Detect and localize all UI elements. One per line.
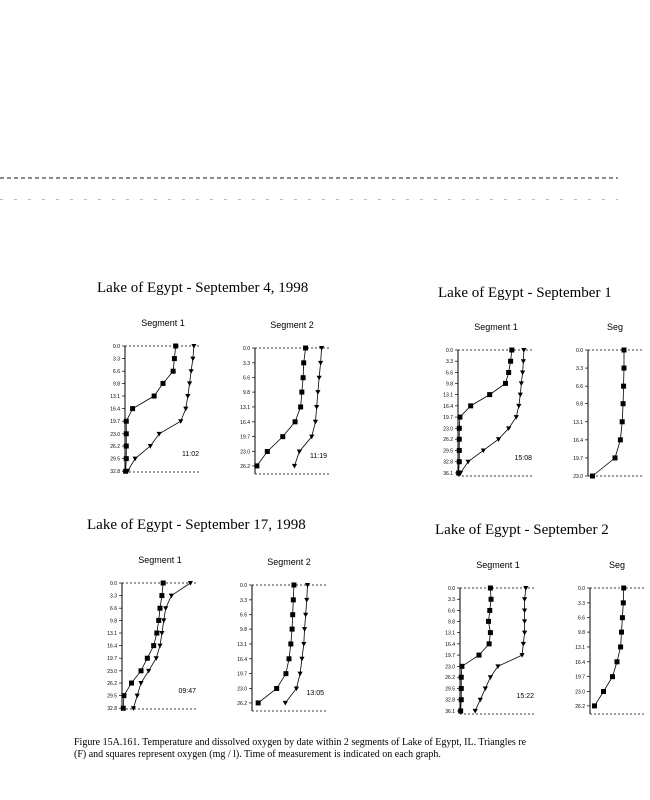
segment-title: Segment 1	[474, 322, 518, 332]
depth-tick-label: 16.4	[573, 437, 583, 444]
oxygen-point	[124, 431, 129, 436]
depth-tick-label: 23.0	[107, 668, 117, 675]
oxygen-point	[487, 392, 492, 397]
depth-tick-label: 29.5	[443, 448, 453, 455]
oxygen-point	[301, 375, 306, 380]
oxygen-point	[459, 675, 464, 680]
temperature-point	[188, 581, 193, 586]
depth-tick-label: 13.1	[107, 631, 117, 638]
depth-tick-label: 13.1	[573, 419, 583, 426]
temperature-point	[169, 594, 174, 599]
depth-tick-label: 36.1	[443, 470, 453, 477]
depth-tick-label: 3.3	[448, 597, 455, 604]
oxygen-point	[621, 600, 626, 605]
depth-tick-label: 19.7	[575, 674, 585, 681]
oxygen-point	[152, 394, 157, 399]
panel-title-bottom-left: Lake of Egypt - September 17, 1998	[87, 517, 306, 533]
oxygen-point	[291, 597, 296, 602]
temperature-point	[516, 404, 521, 409]
depth-tick-label: 36.1	[445, 708, 455, 715]
temperature-point	[298, 672, 303, 677]
depth-tick-label: 13.1	[445, 630, 455, 637]
temperature-point	[314, 405, 319, 410]
oxygen-point	[158, 606, 163, 611]
oxygen-point	[489, 597, 494, 602]
oxygen-point	[620, 615, 625, 620]
depth-tick-label: 0.0	[448, 586, 455, 592]
oxygen-point	[618, 644, 623, 649]
chart-bottom-right-segment-1	[430, 558, 550, 730]
oxygen-point	[621, 384, 626, 389]
depth-tick-label: 13.1	[110, 394, 120, 401]
depth-tick-label: 3.3	[578, 600, 585, 607]
oxygen-point	[488, 586, 493, 591]
oxygen-point	[139, 668, 144, 673]
oxygen-point	[283, 671, 288, 676]
oxygen-point	[618, 437, 623, 442]
depth-tick-label: 23.0	[445, 664, 455, 671]
oxygen-point	[287, 656, 292, 661]
depth-tick-label: 6.6	[446, 370, 453, 377]
oxygen-point	[290, 627, 295, 632]
temperature-point	[146, 669, 151, 674]
depth-tick-label: 13.1	[237, 641, 247, 648]
temperature-point	[313, 420, 318, 425]
depth-tick-label: 16.4	[107, 643, 117, 650]
depth-tick-label: 19.7	[237, 671, 247, 678]
temperature-point	[303, 613, 308, 618]
oxygen-point	[172, 356, 177, 361]
depth-tick-label: 16.4	[237, 656, 247, 663]
temperature-point	[161, 618, 166, 623]
oxygen-point	[458, 708, 463, 713]
oxygen-point	[129, 681, 134, 686]
oxygen-series-line	[123, 583, 163, 708]
oxygen-point	[145, 656, 150, 661]
temperature-point	[522, 619, 527, 624]
oxygen-point	[621, 586, 626, 591]
temperature-point	[191, 344, 196, 349]
depth-tick-label: 32.8	[107, 706, 117, 713]
oxygen-point	[254, 463, 259, 468]
chart-top-left-segment-2	[225, 318, 335, 493]
oxygen-point	[124, 419, 129, 424]
temperature-point	[514, 415, 519, 420]
chart-bottom-left-segment-2	[222, 555, 332, 727]
depth-tick-label: 19.7	[107, 656, 117, 663]
oxygen-point	[619, 630, 624, 635]
depth-tick-label: 9.8	[110, 618, 117, 625]
depth-tick-label: 23.0	[240, 449, 250, 456]
oxygen-point	[622, 366, 627, 371]
oxygen-point	[161, 381, 166, 386]
temperature-point	[522, 608, 527, 613]
oxygen-point	[256, 700, 261, 705]
chart-bottom-left-segment-1	[92, 553, 212, 728]
depth-tick-label: 16.4	[575, 659, 585, 666]
chart-top-right-segment-2	[558, 320, 648, 500]
temperature-point	[519, 381, 524, 386]
oxygen-point	[459, 686, 464, 691]
depth-tick-label: 9.8	[113, 381, 120, 388]
oxygen-point	[293, 419, 298, 424]
oxygen-point	[487, 641, 492, 646]
temperature-point	[178, 419, 183, 424]
oxygen-point	[161, 581, 166, 586]
oxygen-point	[487, 608, 492, 613]
oxygen-point	[159, 593, 164, 598]
depth-tick-label: 3.3	[113, 356, 120, 363]
depth-tick-label: 6.6	[240, 612, 247, 619]
depth-tick-label: 19.7	[445, 653, 455, 660]
segment-title: Seg	[606, 322, 624, 332]
oxygen-point	[457, 459, 462, 464]
depth-tick-label: 9.8	[240, 627, 247, 634]
temperature-point	[315, 390, 320, 395]
oxygen-point	[124, 456, 129, 461]
depth-tick-label: 26.2	[445, 675, 455, 682]
temperature-point	[466, 460, 471, 465]
oxygen-point	[456, 470, 461, 475]
depth-tick-label: 29.5	[107, 693, 117, 700]
temperature-point	[292, 464, 297, 469]
oxygen-point	[151, 643, 156, 648]
temperature-point	[481, 448, 486, 453]
depth-tick-label: 3.3	[240, 597, 247, 604]
oxygen-point	[486, 619, 491, 624]
temperature-point	[187, 381, 192, 386]
measurement-time-label: 11:02	[182, 451, 199, 458]
depth-tick-label: 19.7	[443, 415, 453, 422]
temperature-point	[522, 597, 527, 602]
depth-tick-label: 29.5	[445, 686, 455, 693]
temperature-point	[301, 642, 306, 647]
depth-tick-label: 0.0	[446, 348, 453, 354]
oxygen-point	[280, 434, 285, 439]
depth-tick-label: 19.7	[240, 434, 250, 441]
temperature-point	[518, 393, 523, 398]
oxygen-point	[503, 381, 508, 386]
temperature-point	[520, 370, 525, 375]
depth-tick-label: 23.0	[443, 426, 453, 433]
oxygen-point	[613, 455, 618, 460]
temperature-point	[154, 656, 159, 661]
temperature-point	[190, 357, 195, 362]
depth-tick-label: 0.0	[578, 586, 585, 592]
segment-title: Segment 1	[138, 555, 182, 565]
oxygen-point	[509, 348, 514, 353]
depth-tick-label: 19.7	[573, 455, 583, 462]
oxygen-point	[121, 693, 126, 698]
segment-title: Segment 2	[270, 320, 314, 330]
temperature-point	[135, 694, 140, 699]
oxygen-point	[459, 664, 464, 669]
oxygen-point	[506, 370, 511, 375]
depth-tick-label: 29.5	[110, 456, 120, 463]
depth-tick-label: 16.4	[443, 403, 453, 410]
segment-title: Segment 2	[267, 557, 311, 567]
segment-title: Seg	[608, 560, 626, 570]
depth-tick-label: 9.8	[448, 619, 455, 626]
oxygen-point	[488, 630, 493, 635]
oxygen-point	[301, 360, 306, 365]
measurement-time-label: 13:05	[306, 690, 324, 697]
oxygen-point	[171, 369, 176, 374]
oxygen-point	[290, 612, 295, 617]
oxygen-point	[298, 404, 303, 409]
depth-tick-label: 26.2	[107, 681, 117, 688]
oxygen-point	[622, 348, 627, 353]
segment-title: Segment 1	[476, 560, 520, 570]
oxygen-point	[477, 653, 482, 658]
oxygen-point	[468, 403, 473, 408]
oxygen-series-line	[459, 350, 512, 473]
oxygen-series-line	[461, 588, 491, 711]
temperature-point	[183, 407, 188, 412]
oxygen-point	[459, 697, 464, 702]
oxygen-point	[508, 359, 513, 364]
oxygen-point	[154, 631, 159, 636]
depth-tick-label: 32.8	[445, 697, 455, 704]
temperature-point	[185, 394, 190, 399]
oxygen-point	[457, 415, 462, 420]
oxygen-point	[621, 401, 626, 406]
depth-tick-label: 0.0	[110, 581, 117, 587]
temperature-point	[495, 664, 500, 669]
oxygen-point	[291, 583, 296, 588]
depth-tick-label: 32.8	[443, 459, 453, 466]
oxygen-point	[123, 469, 128, 474]
oxygen-point	[130, 406, 135, 411]
panel-title-bottom-right: Lake of Egypt - September 2	[435, 522, 609, 538]
depth-tick-label: 23.0	[575, 689, 585, 696]
panel-title-top-right: Lake of Egypt - September 1	[438, 285, 612, 301]
oxygen-point	[590, 474, 595, 479]
depth-tick-label: 9.8	[446, 381, 453, 388]
temperature-point	[521, 642, 526, 647]
temperature-point	[519, 653, 524, 658]
temperature-point	[302, 627, 307, 632]
segment-title: Segment 1	[141, 318, 185, 328]
depth-tick-label: 13.1	[443, 392, 453, 399]
depth-tick-label: 26.2	[110, 444, 120, 451]
depth-tick-label: 0.0	[240, 583, 247, 589]
chart-bottom-right-segment-2	[560, 558, 650, 730]
oxygen-point	[615, 659, 620, 664]
oxygen-point	[457, 437, 462, 442]
depth-tick-label: 23.0	[110, 431, 120, 438]
oxygen-point	[173, 344, 178, 349]
depth-tick-label: 26.2	[237, 700, 247, 707]
depth-tick-label: 0.0	[576, 348, 583, 354]
caption-line-1: Figure 15A.161. Temperature and dissolved oxygen by date within 2 segments of Lake of Egypt, IL. Triangles re	[74, 737, 527, 748]
figure-caption	[74, 737, 618, 761]
oxygen-point	[288, 641, 293, 646]
depth-tick-label: 16.4	[445, 641, 455, 648]
oxygen-series-line	[593, 350, 625, 476]
depth-tick-label: 19.7	[110, 419, 120, 426]
depth-tick-label: 3.3	[576, 366, 583, 373]
panel-title-top-left: Lake of Egypt - September 4, 1998	[97, 280, 309, 296]
temperature-point	[483, 686, 488, 691]
temperature-point	[318, 361, 323, 366]
temperature-point	[473, 709, 478, 714]
oxygen-point	[592, 703, 597, 708]
depth-tick-label: 9.8	[576, 401, 583, 408]
depth-tick-label: 16.4	[110, 406, 120, 413]
depth-tick-label: 26.2	[575, 703, 585, 710]
oxygen-point	[121, 706, 126, 711]
oxygen-point	[601, 689, 606, 694]
temperature-point	[163, 606, 168, 611]
temperature-point	[189, 369, 194, 374]
temperature-point	[522, 631, 527, 636]
depth-tick-label: 16.4	[240, 419, 250, 426]
depth-tick-label: 32.8	[110, 469, 120, 476]
chart-top-left-segment-1	[95, 316, 215, 491]
temperature-point	[304, 598, 309, 603]
oxygen-point	[274, 686, 279, 691]
depth-tick-label: 23.0	[573, 474, 583, 480]
oxygen-point	[124, 444, 129, 449]
temperature-point	[299, 657, 304, 662]
measurement-time-label: 11:19	[310, 453, 327, 460]
measurement-time-label: 15:22	[516, 693, 534, 700]
depth-tick-label: 6.6	[113, 369, 120, 376]
depth-tick-label: 0.0	[113, 344, 120, 350]
depth-tick-label: 26.2	[443, 437, 453, 444]
oxygen-point	[457, 426, 462, 431]
depth-tick-label: 9.8	[578, 630, 585, 637]
temperature-point	[478, 698, 483, 703]
depth-tick-label: 0.0	[243, 346, 250, 352]
depth-tick-label: 3.3	[446, 359, 453, 366]
oxygen-point	[265, 449, 270, 454]
temperature-point	[138, 681, 143, 686]
scan-artifact-line	[0, 177, 618, 179]
scan-artifact-line	[0, 199, 618, 200]
measurement-time-label: 15:08	[514, 455, 532, 462]
temperature-point	[488, 675, 493, 680]
depth-tick-label: 6.6	[110, 606, 117, 613]
temperature-point	[133, 457, 138, 462]
temperature-point	[131, 706, 136, 711]
depth-tick-label: 6.6	[578, 615, 585, 622]
measurement-time-label: 09:47	[178, 688, 196, 695]
depth-tick-label: 6.6	[576, 384, 583, 391]
oxygen-point	[457, 448, 462, 453]
caption-line-2: (F) and squares represent oxygen (mg / l). Time of measurement is indicated on each graph.	[74, 749, 441, 760]
depth-tick-label: 6.6	[243, 375, 250, 382]
temperature-point	[521, 359, 526, 364]
depth-tick-label: 3.3	[110, 593, 117, 600]
temperature-point	[496, 437, 501, 442]
oxygen-point	[620, 419, 625, 424]
temperature-point	[159, 631, 164, 636]
temperature-point	[297, 450, 302, 455]
oxygen-point	[156, 618, 161, 623]
temperature-point	[317, 376, 322, 381]
temperature-point	[157, 644, 162, 649]
depth-tick-label: 26.2	[240, 463, 250, 470]
oxygen-point	[610, 674, 615, 679]
depth-tick-label: 23.0	[237, 686, 247, 693]
chart-top-right-segment-1	[428, 320, 548, 500]
depth-tick-label: 13.1	[240, 404, 250, 411]
oxygen-point	[303, 346, 308, 351]
oxygen-point	[299, 390, 304, 395]
temperature-point	[283, 701, 288, 706]
depth-tick-label: 9.8	[243, 390, 250, 397]
depth-tick-label: 6.6	[448, 608, 455, 615]
depth-tick-label: 13.1	[575, 644, 585, 651]
depth-tick-label: 3.3	[243, 360, 250, 367]
